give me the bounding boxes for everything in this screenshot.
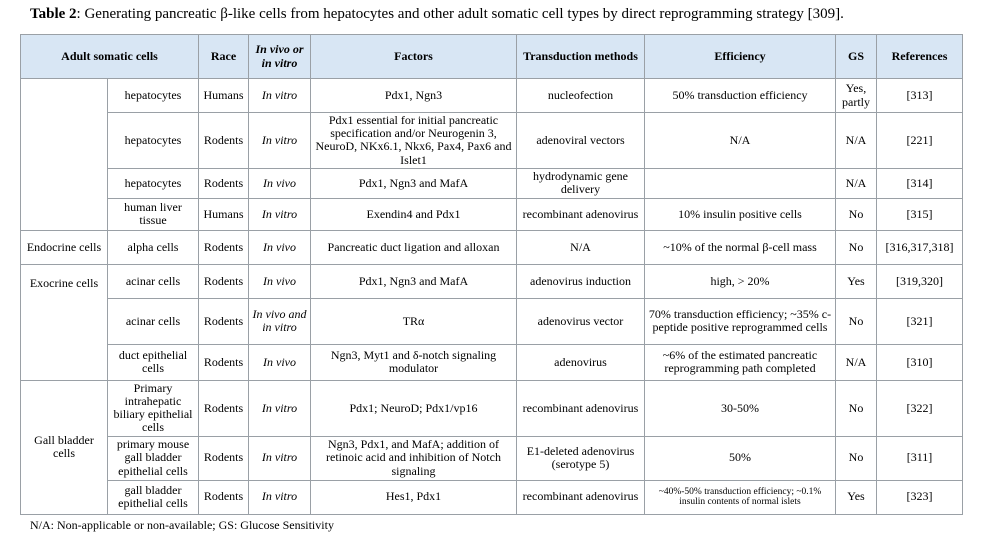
gs: Yes, partly (836, 79, 877, 113)
group-gall-bladder: Gall bladder cells (21, 380, 108, 514)
factors: Pdx1; NeuroD; Pdx1/vp16 (311, 380, 517, 436)
table-row (21, 480, 963, 514)
reference: [310] (877, 344, 963, 380)
table-caption (30, 6, 844, 23)
efficiency (645, 168, 836, 198)
vivo-vitro: In vitro (249, 480, 311, 514)
gs: N/A (836, 113, 877, 169)
reference: [314] (877, 168, 963, 198)
method: adenovirus (517, 344, 645, 380)
race: Rodents (199, 380, 249, 436)
gs: N/A (836, 168, 877, 198)
reference: [323] (877, 480, 963, 514)
efficiency: 50% (645, 436, 836, 480)
race: Rodents (199, 113, 249, 169)
method: hydrodynamic gene delivery (517, 168, 645, 198)
race: Rodents (199, 168, 249, 198)
cell-type: duct epithelial cells (108, 344, 199, 380)
cell-type: primary mouse gall bladder epithelial cells (108, 436, 199, 480)
reference: [221] (877, 113, 963, 169)
cell-type: acinar cells (108, 298, 199, 344)
header-efficiency: Efficiency (645, 35, 836, 79)
header-references: References (877, 35, 963, 79)
cell-type: gall bladder epithelial cells (108, 480, 199, 514)
cell-type: hepatocytes (108, 113, 199, 169)
race: Rodents (199, 344, 249, 380)
method: recombinant adenovirus (517, 380, 645, 436)
header-race: Race (199, 35, 249, 79)
efficiency: high, > 20% (645, 264, 836, 298)
race: Rodents (199, 298, 249, 344)
reference: [313] (877, 79, 963, 113)
method: adenovirus vector (517, 298, 645, 344)
header-factors: Factors (311, 35, 517, 79)
reference: [321] (877, 298, 963, 344)
group-hepatocyte-blank (21, 79, 108, 231)
table-row (21, 113, 963, 169)
table-row (21, 344, 963, 380)
group-endocrine: Endocrine cells (21, 230, 108, 264)
table-row (21, 168, 963, 198)
table-row (21, 380, 963, 436)
vivo-vitro: In vitro (249, 113, 311, 169)
race: Rodents (199, 264, 249, 298)
method: recombinant adenovirus (517, 198, 645, 230)
caption-label: Table 2 (30, 6, 77, 22)
cell-type: hepatocytes (108, 79, 199, 113)
vivo-vitro: In vivo and in vitro (249, 298, 311, 344)
efficiency: 70% transduction efficiency; ~35% c-peptide positive reprogrammed cells (645, 298, 836, 344)
factors: Ngn3, Pdx1, and MafA; addition of retinoic acid and inhibition of Notch signaling (311, 436, 517, 480)
vivo-vitro: In vivo (249, 230, 311, 264)
cell-type: human liver tissue (108, 198, 199, 230)
race: Rodents (199, 230, 249, 264)
vivo-vitro: In vivo (249, 264, 311, 298)
gs: Yes (836, 264, 877, 298)
gs: No (836, 380, 877, 436)
race: Humans (199, 198, 249, 230)
reference: [319,320] (877, 264, 963, 298)
header-cells: Adult somatic cells (21, 35, 199, 79)
cell-type: acinar cells (108, 264, 199, 298)
method: E1-deleted adenovirus (serotype 5) (517, 436, 645, 480)
vivo-vitro: In vitro (249, 198, 311, 230)
header-gs: GS (836, 35, 877, 79)
reference: [315] (877, 198, 963, 230)
table-row (21, 79, 963, 113)
factors: Pdx1, Ngn3 and MafA (311, 264, 517, 298)
table-row (21, 198, 963, 230)
factors: Pdx1, Ngn3 (311, 79, 517, 113)
efficiency: ~6% of the estimated pancreatic reprogramming path completed (645, 344, 836, 380)
caption-text: : Generating pancreatic β-like cells from hepatocytes and other adult somatic cell types by direct reprogramming strategy [309]. (76, 6, 844, 22)
race: Rodents (199, 436, 249, 480)
method: recombinant adenovirus (517, 480, 645, 514)
gs: No (836, 298, 877, 344)
efficiency: 50% transduction efficiency (645, 79, 836, 113)
method: N/A (517, 230, 645, 264)
race: Humans (199, 79, 249, 113)
vivo-vitro: In vivo (249, 168, 311, 198)
reference: [311] (877, 436, 963, 480)
factors: Ngn3, Myt1 and δ-notch signaling modulator (311, 344, 517, 380)
factors: Hes1, Pdx1 (311, 480, 517, 514)
vivo-vitro: In vitro (249, 436, 311, 480)
table-row (21, 230, 963, 264)
gs: No (836, 198, 877, 230)
vivo-vitro: In vitro (249, 79, 311, 113)
efficiency: N/A (645, 113, 836, 169)
cell-type: Primary intrahepatic biliary epithelial cells (108, 380, 199, 436)
gs: No (836, 230, 877, 264)
reference: [322] (877, 380, 963, 436)
vivo-vitro: In vitro (249, 380, 311, 436)
header-vivo: In vivo or in vitro (249, 35, 311, 79)
header-row (21, 35, 963, 79)
table-row (21, 298, 963, 344)
method: adenovirus induction (517, 264, 645, 298)
table-row (21, 436, 963, 480)
method: adenoviral vectors (517, 113, 645, 169)
header-transduction: Transduction methods (517, 35, 645, 79)
method: nucleofection (517, 79, 645, 113)
cell-type: hepatocytes (108, 168, 199, 198)
efficiency: ~40%-50% transduction efficiency; ~0.1% insulin contents of normal islets (645, 480, 836, 514)
reprogramming-table (20, 34, 963, 515)
group-exocrine: Exocrine cells (21, 264, 108, 380)
gs: Yes (836, 480, 877, 514)
reference: [316,317,318] (877, 230, 963, 264)
factors: TRα (311, 298, 517, 344)
table-row (21, 264, 963, 298)
factors: Pdx1, Ngn3 and MafA (311, 168, 517, 198)
gs: N/A (836, 344, 877, 380)
efficiency: 10% insulin positive cells (645, 198, 836, 230)
efficiency: ~10% of the normal β-cell mass (645, 230, 836, 264)
gs: No (836, 436, 877, 480)
factors: Pancreatic duct ligation and alloxan (311, 230, 517, 264)
race: Rodents (199, 480, 249, 514)
vivo-vitro: In vivo (249, 344, 311, 380)
efficiency: 30-50% (645, 380, 836, 436)
factors: Pdx1 essential for initial pancreatic specification and/or Neurogenin 3, NeuroD, NKx6.1, Nkx6, Pax4, Pax6 and Islet1 (311, 113, 517, 169)
factors: Exendin4 and Pdx1 (311, 198, 517, 230)
cell-type: alpha cells (108, 230, 199, 264)
table-footnote: N/A: Non-applicable or non-available; GS: Glucose Sensitivity (30, 518, 334, 532)
